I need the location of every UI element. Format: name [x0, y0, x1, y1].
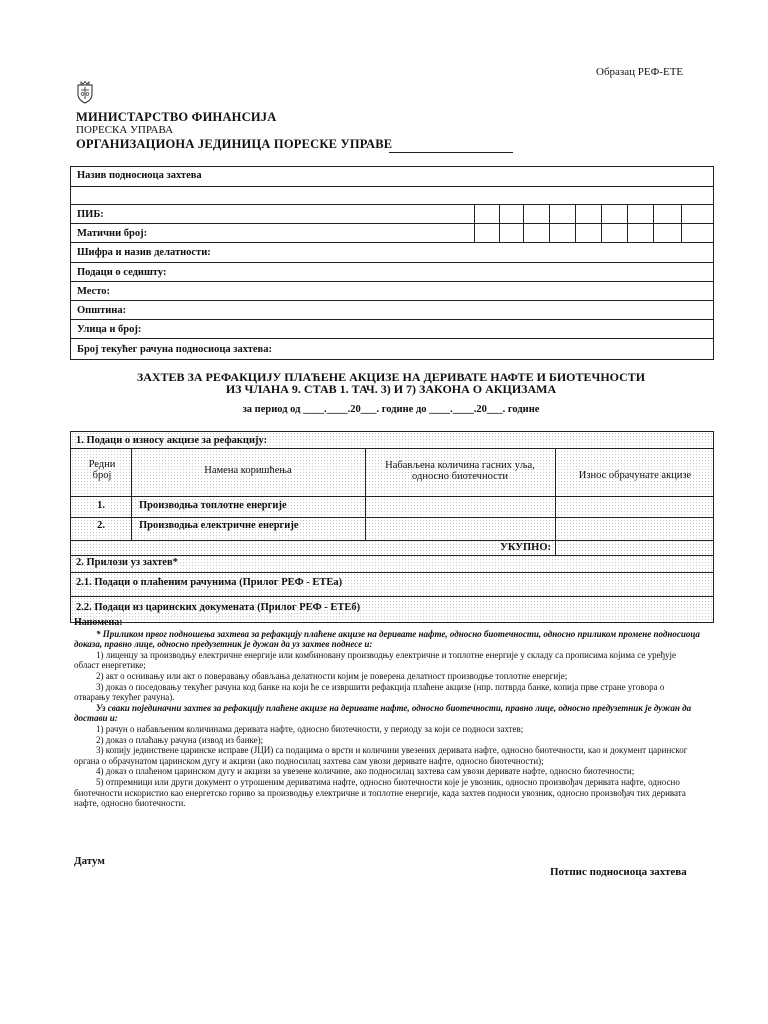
date-label: Датум: [74, 855, 105, 867]
quantity-cell[interactable]: [366, 497, 554, 517]
request-period[interactable]: за период од ____.____.20___. године до ____.____.20___. године: [242, 404, 540, 415]
digit-box-divider: [601, 205, 602, 243]
reg-no-row[interactable]: [71, 224, 713, 243]
signature-label: Потпис подносиоца захтева: [550, 866, 687, 878]
digit-box-divider: [575, 205, 576, 243]
notes-item: 4) доказ о плаћеном царинском дугу и акцизи за увезене количине, ако подносилац захтева сам увози деривате нафте, односно биотечности;: [96, 766, 635, 777]
place-label: Место:: [77, 286, 110, 297]
digit-box-divider: [474, 205, 475, 243]
digit-box-divider: [523, 205, 524, 243]
col-no-header: Редни број: [88, 459, 116, 481]
request-title-line1: ЗАХТЕВ ЗА РЕФАКЦИЈУ ПЛАЋЕНЕ АКЦИЗЕ НА ДЕРИВАТЕ НАФТЕ И БИОТЕЧНОСТИ: [136, 370, 646, 384]
place-row[interactable]: [71, 282, 713, 301]
notes-item: 1) лиценцу за производњу електричне енергије или комбиновану производњу електричне и топлотне енергије у складу са прописима којима се уређује област енергетике;: [74, 649, 676, 671]
digit-box-divider: [499, 205, 500, 243]
notes-section: [74, 618, 702, 809]
digit-box-divider: [653, 205, 654, 243]
rule: [71, 555, 713, 556]
reg-no-label: Матични број:: [77, 228, 148, 239]
total-amount-cell[interactable]: [556, 541, 712, 555]
row-purpose: Производња топлотне енергије: [139, 500, 287, 511]
digit-box-divider: [681, 205, 682, 243]
seat-row[interactable]: [71, 263, 713, 282]
digit-box-divider: [549, 205, 550, 243]
notes-item: 3) копију јединствене царинске исправе (ЈЦИ) са подацима о врсти и количини увезених деривата нафте, односно биотечности, као и документ царинског органа о обрачунатом царинском дугу и акцизи (ако подносилац захтева сам увози деривате нафте, односно биотечности);: [74, 745, 688, 766]
rule: [71, 596, 713, 597]
col-quantity-header: Набављена количина гасних уља, односно биотечности: [385, 460, 535, 482]
excise-table: [70, 431, 714, 623]
notes-title: Напомена:: [74, 617, 123, 628]
applicant-name-field[interactable]: [71, 187, 713, 205]
municipality-row[interactable]: [71, 301, 713, 320]
organizational-unit: ОРГАНИЗАЦИОНА ЈЕДИНИЦА ПОРЕСКЕ УПРАВЕ: [76, 137, 393, 151]
rule: [71, 448, 713, 449]
row-no: 1.: [97, 500, 105, 511]
excise-section-title: 1. Подаци о износу акцизе за рефакцију:: [76, 435, 268, 446]
amount-cell[interactable]: [556, 518, 712, 539]
ministry-name: МИНИСТАРСТВО ФИНАНСИЈА: [76, 110, 277, 124]
pib-label: ПИБ:: [77, 209, 104, 220]
rule: [71, 572, 713, 573]
unit-blank-line[interactable]: [389, 152, 513, 153]
street-label: Улица и број:: [77, 324, 142, 335]
col-divider: [131, 448, 132, 540]
notes-item: 1) рачун о набављеним количинама деривата нафте, односно биотечности, у периоду за који се подноси захтев;: [96, 723, 524, 734]
municipality-label: Општина:: [77, 305, 127, 316]
seat-label: Подаци о седишту:: [77, 267, 167, 278]
notes-intro-2: Уз сваки појединачни захтев за рефакцију плаћене акцизе на деривате нафте, односно биотечности, правно лице, односно предузетник је дужан да достави и:: [74, 702, 692, 724]
coat-of-arms-icon: [76, 80, 94, 104]
activity-row[interactable]: [71, 243, 713, 263]
attachment-customs-documents[interactable]: 2.2. Подаци из царинских докумената (Прилог РЕФ - ЕТЕб): [76, 602, 361, 613]
applicant-name-row[interactable]: [71, 167, 713, 187]
amount-cell[interactable]: [556, 497, 712, 517]
tax-administration: ПОРЕСКА УПРАВА: [76, 124, 174, 136]
row-no: 2.: [97, 520, 105, 531]
digit-box-divider: [627, 205, 628, 243]
attachments-title: 2. Прилози уз захтев*: [76, 557, 178, 568]
notes-item: 2) акт о оснивању или акт о поверавању обављања делатности којим је поверена делатност производње топлотне енергије;: [96, 670, 568, 681]
attachment-paid-invoices[interactable]: 2.1. Подаци о плаћеним рачунима (Прилог РЕФ - ЕТЕа): [76, 577, 343, 588]
account-label: Број текућег рачуна подносиоца захтева:: [77, 344, 272, 355]
account-row[interactable]: [71, 339, 713, 359]
request-title-line2: ИЗ ЧЛАНА 9. СТАВ 1. ТАЧ. 3) И 7) ЗАКОНА О АКЦИЗАМА: [225, 382, 557, 396]
col-purpose-header: Намена коришћења: [204, 465, 292, 476]
pib-row[interactable]: [71, 205, 713, 224]
col-amount-header: Износ обрачунате акцизе: [578, 470, 692, 481]
applicant-table: [70, 166, 714, 360]
applicant-name-label: Назив подносиоца захтева: [77, 170, 202, 181]
notes-intro: * Приликом првог подношења захтева за рефакцију плаћене акцизе на деривате нафте, односно биотечности, односно приликом промене подносиоца доказа, правно лице, односно предузетник је дужан да уз захтев поднесе и:: [74, 628, 700, 650]
notes-item: 2) доказ о плаћању рачуна (извод из банке);: [96, 734, 264, 745]
notes-item: 3) доказ о поседовању текућег рачуна код банке на који ће се извршити рефакција плаћене акцизе (нпр. потврда банке, копија прве стране уговора о отварању текућег рачуна).: [74, 681, 665, 703]
notes-item: 5) отпремници или други документ о утрошеним дериватима нафте, односно биотечности које је увозник, односно произвођач деривата нафте, односно биотечности искористио као енергетско гориво за производњу електричне и топлотне енергије, када захтев подноси увозник, односно произвођач тих деривата нафте, односно биотечности.: [74, 776, 686, 809]
quantity-cell[interactable]: [366, 518, 554, 539]
form-code: Образац РЕФ-ЕТЕ: [596, 66, 684, 78]
row-purpose: Производња електричне енергије: [139, 520, 299, 531]
activity-label: Шифра и назив делатности:: [77, 247, 211, 258]
street-row[interactable]: [71, 320, 713, 339]
total-label: УКУПНО:: [500, 542, 551, 553]
